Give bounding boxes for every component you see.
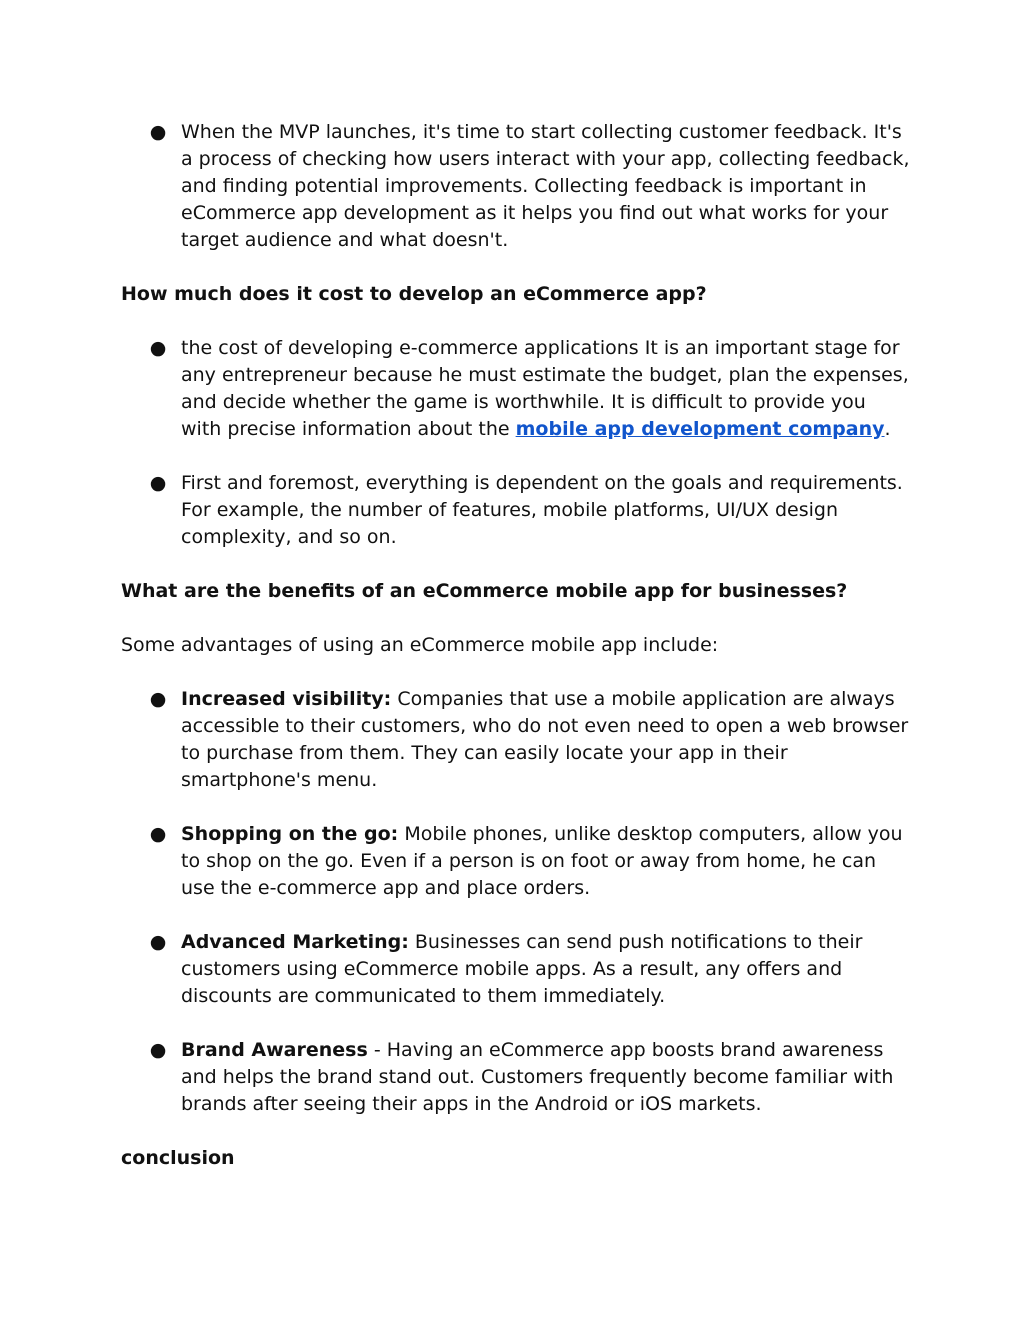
intro-bullet-text: When the MVP launches, it's time to start collecting customer feedback. It's a process of checking how users interact with your app, collecting feedback, and finding potential improvements. Collecting feedback is important in eCommerce app development as it helps you find out what works for your target audience and what doesn't. bbox=[181, 121, 910, 251]
bullet-icon: ● bbox=[149, 931, 167, 953]
benefit-text: Companies that use a mobile application are always accessible to their customers, who do not even need to open a web browser to purchase from them. They can easily locate your app in their smartphone's menu. bbox=[181, 688, 909, 791]
cost-bullet-text: First and foremost, everything is dependent on the goals and requirements. For example, the number of features, mobile platforms, UI/UX design complexity, and so on. bbox=[181, 472, 903, 548]
cost-heading: How much does it cost to develop an eCommerce app? bbox=[121, 283, 707, 305]
list-item bbox=[121, 686, 911, 794]
list-item bbox=[121, 335, 911, 443]
bullet-icon: ● bbox=[149, 688, 167, 710]
conclusion-heading: conclusion bbox=[121, 1147, 235, 1169]
list-item bbox=[121, 1037, 911, 1118]
benefit-title: Advanced Marketing: bbox=[181, 931, 409, 953]
benefits-list bbox=[121, 686, 911, 1118]
benefits-heading: What are the benefits of an eCommerce mobile app for businesses? bbox=[121, 580, 848, 602]
document-page bbox=[121, 119, 911, 1199]
cost-bullet-period: . bbox=[884, 418, 891, 440]
list-item bbox=[121, 929, 911, 1010]
benefit-text: Businesses can send push notifications to their customers using eCommerce mobile apps. As a result, any offers and discounts are communicated to them immediately. bbox=[181, 931, 863, 1007]
list-item bbox=[121, 119, 911, 254]
benefit-title: Shopping on the go: bbox=[181, 823, 399, 845]
benefit-title: Brand Awareness bbox=[181, 1039, 368, 1061]
benefits-intro: Some advantages of using an eCommerce mobile app include: bbox=[121, 634, 719, 656]
intro-bullet-list bbox=[121, 119, 911, 254]
bullet-icon: ● bbox=[149, 337, 167, 359]
bullet-icon: ● bbox=[149, 121, 167, 143]
cost-bullet-text: the cost of developing e-commerce applications It is an important stage for any entrepreneur because he must estimate the budget, plan the expenses, and decide whether the game is worthwhile. It is difficult to provide you with precise information about the bbox=[181, 337, 909, 440]
list-item bbox=[121, 821, 911, 902]
mobile-app-development-company-link[interactable]: mobile app development company bbox=[515, 418, 885, 440]
benefit-text: Mobile phones, unlike desktop computers, allow you to shop on the go. Even if a person is on foot or away from home, he can use the e-commerce app and place orders. bbox=[181, 823, 903, 899]
bullet-icon: ● bbox=[149, 1039, 167, 1061]
benefit-text: - Having an eCommerce app boosts brand awareness and helps the brand stand out. Customers frequently become familiar with brands after seeing their apps in the Android or iOS markets. bbox=[181, 1039, 894, 1115]
bullet-icon: ● bbox=[149, 472, 167, 494]
bullet-icon: ● bbox=[149, 823, 167, 845]
list-item bbox=[121, 470, 911, 551]
cost-bullet-list bbox=[121, 335, 911, 551]
benefit-title: Increased visibility: bbox=[181, 688, 392, 710]
